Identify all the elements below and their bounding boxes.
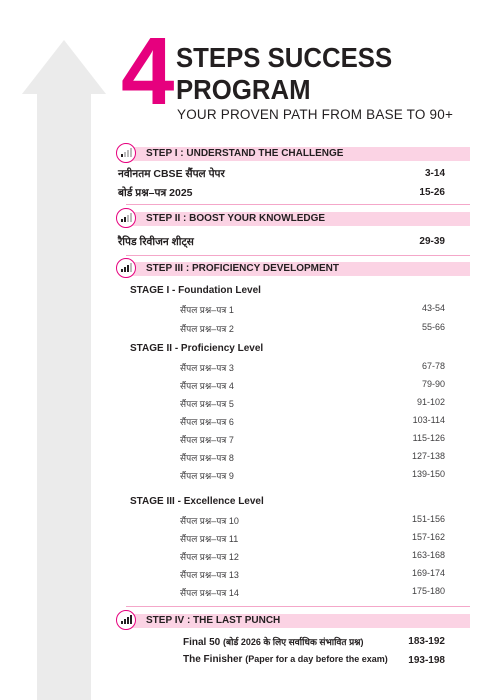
paper-item: सैंपल प्रश्न–पत्र 3 (180, 363, 234, 373)
step-3-label: STEP III : PROFICIENCY DEVELOPMENT (146, 263, 339, 274)
paper-item: सैंपल प्रश्न–पत्र 5 (180, 399, 234, 409)
paper-pages: 169-174 (411, 568, 445, 578)
paper-pages: 139-150 (411, 469, 445, 479)
divider (126, 606, 470, 607)
step-1-header (116, 146, 470, 161)
paper-item: सैंपल प्रश्न–पत्र 4 (180, 381, 234, 391)
signal-bars-3-icon (116, 258, 136, 278)
toc-pages: 183-192 (408, 636, 445, 647)
page-subtitle: YOUR PROVEN PATH FROM BASE TO 90+ (177, 107, 454, 122)
paper-item: सैंपल प्रश्न–पत्र 10 (180, 516, 239, 526)
paper-pages: 163-168 (411, 550, 445, 560)
divider (126, 204, 470, 205)
paper-pages: 67-78 (421, 361, 445, 371)
big-number-four: 4 (121, 18, 173, 125)
paper-pages: 79-90 (421, 379, 445, 389)
step-2-header (116, 211, 470, 226)
paper-item: सैंपल प्रश्न–पत्र 14 (180, 588, 239, 598)
paper-item: सैंपल प्रश्न–पत्र 12 (180, 552, 239, 562)
final-50-item (183, 635, 364, 648)
signal-bars-1-icon (116, 143, 136, 163)
paper-pages: 175-180 (411, 586, 445, 596)
toc-item: नवीनतम CBSE सैंपल पेपर (118, 168, 225, 180)
paper-item: सैंपल प्रश्न–पत्र 8 (180, 453, 234, 463)
item-title: The Finisher (183, 654, 243, 665)
step-1-label: STEP I : UNDERSTAND THE CHALLENGE (146, 148, 344, 159)
paper-item: सैंपल प्रश्न–पत्र 11 (180, 534, 239, 544)
stage-3-heading: STAGE III - Excellence Level (130, 496, 264, 507)
step-4-label: STEP IV : THE LAST PUNCH (146, 615, 281, 626)
toc-item: रैपिड रिवीजन शीट्स (118, 236, 194, 248)
step-2-label: STEP II : BOOST YOUR KNOWLEDGE (146, 213, 326, 224)
paper-pages: 91-102 (416, 397, 445, 407)
paper-pages: 151-156 (411, 514, 445, 524)
stage-1-heading: STAGE I - Foundation Level (130, 285, 261, 296)
paper-item: सैंपल प्रश्न–पत्र 7 (180, 435, 234, 445)
paper-item: सैंपल प्रश्न–पत्र 1 (180, 305, 234, 315)
finisher-item (183, 654, 388, 665)
toc-pages: 15-26 (419, 187, 445, 198)
item-note: (Paper for a day before the exam) (245, 654, 388, 664)
toc-item: बोर्ड प्रश्न–पत्र 2025 (118, 187, 193, 199)
paper-pages: 103-114 (412, 415, 445, 425)
signal-bars-2-icon (116, 208, 136, 228)
paper-item: सैंपल प्रश्न–पत्र 2 (180, 324, 234, 334)
toc-pages: 29-39 (419, 236, 445, 247)
divider (126, 255, 470, 256)
paper-pages: 43-54 (421, 303, 445, 313)
toc-pages: 3-14 (424, 168, 445, 179)
paper-pages: 115-126 (412, 433, 445, 443)
paper-item: सैंपल प्रश्न–पत्र 9 (180, 471, 234, 481)
paper-item: सैंपल प्रश्न–पत्र 13 (180, 570, 239, 580)
item-title: Final 50 (183, 637, 221, 648)
page-title-line2: PROGRAM (176, 74, 311, 105)
toc-pages: 193-198 (408, 655, 445, 666)
page-title-line1: STEPS SUCCESS (176, 42, 393, 73)
paper-pages: 157-162 (411, 532, 445, 542)
item-note: (बोर्ड 2026 के लिए सर्वाधिक संभावित प्रश्न) (223, 637, 364, 647)
paper-item: सैंपल प्रश्न–पत्र 6 (180, 417, 234, 427)
step-4-header (116, 613, 470, 628)
signal-bars-4-icon (116, 610, 136, 630)
paper-pages: 55-66 (421, 322, 445, 332)
stage-2-heading: STAGE II - Proficiency Level (130, 343, 264, 354)
paper-pages: 127-138 (411, 451, 445, 461)
step-3-header (116, 261, 470, 276)
